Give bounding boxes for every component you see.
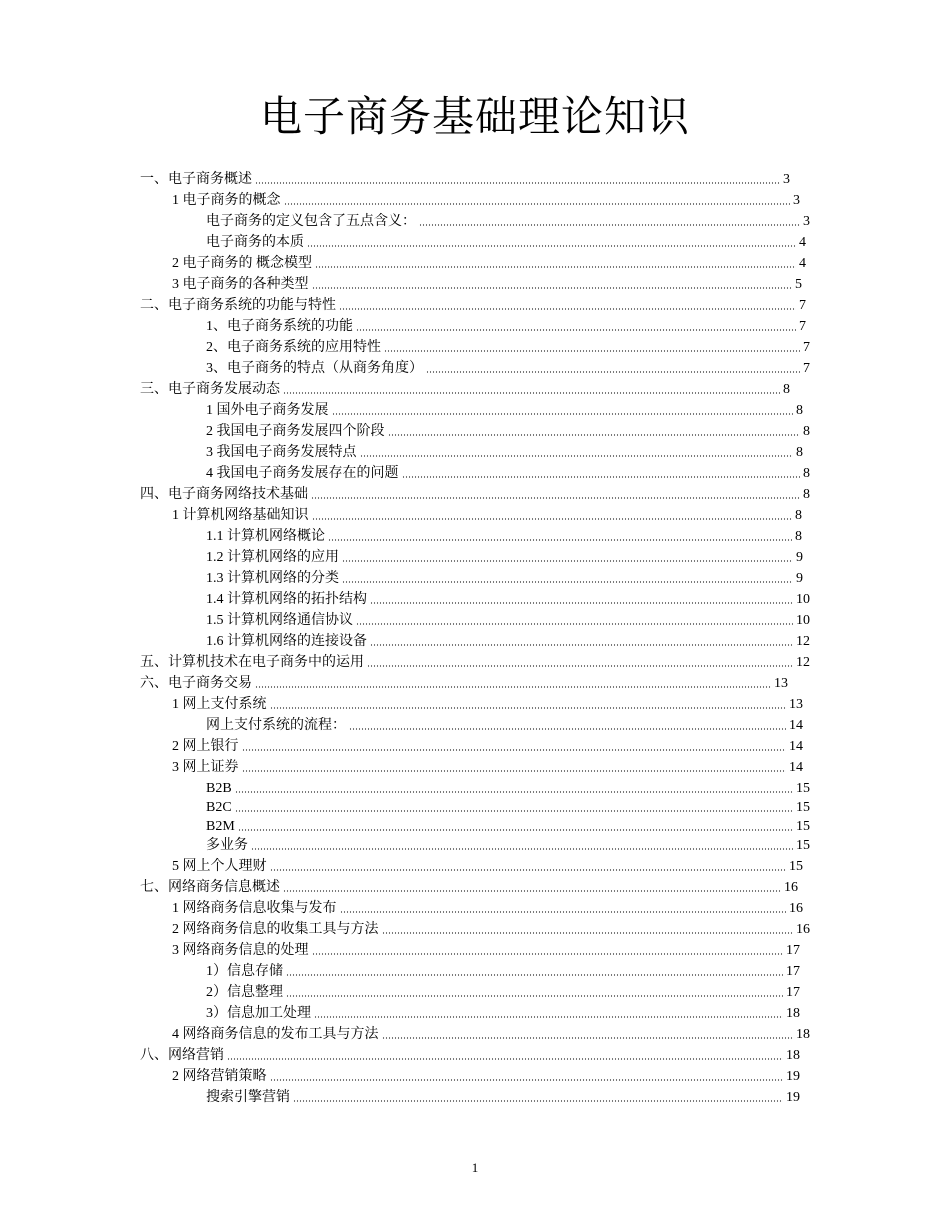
toc-entry[interactable]	[206, 464, 810, 484]
toc-dot-leader	[270, 1078, 784, 1082]
toc-entry-label: 3）信息加工处理	[206, 1006, 311, 1021]
toc-entry-page: 15	[789, 859, 803, 874]
toc-entry-label: 3 网上证券	[172, 760, 239, 775]
toc-dot-leader	[270, 868, 787, 872]
toc-entry-label: 七、网络商务信息概述	[140, 880, 280, 895]
toc-entry-label: B2C	[206, 800, 232, 815]
toc-entry[interactable]	[140, 878, 798, 898]
toc-entry[interactable]	[206, 962, 800, 982]
toc-entry-label: 3 网络商务信息的处理	[172, 943, 309, 958]
toc-dot-leader	[402, 475, 801, 479]
toc-dot-leader	[370, 643, 793, 647]
toc-entry[interactable]	[140, 380, 790, 400]
toc-entry[interactable]	[206, 779, 810, 799]
toc-entry-page: 16	[789, 901, 803, 916]
toc-entry-label: 电子商务的本质	[206, 235, 304, 250]
toc-entry-label: 1、电子商务系统的功能	[206, 319, 353, 334]
toc-dot-leader	[286, 994, 783, 998]
toc-entry-label: 多业务	[206, 838, 248, 853]
toc-entry-page: 17	[786, 964, 800, 979]
toc-entry[interactable]	[172, 1025, 810, 1045]
toc-dot-leader	[227, 1057, 783, 1061]
toc-entry-page: 8	[803, 466, 810, 481]
toc-entry[interactable]	[206, 401, 803, 421]
toc-entry-page: 15	[796, 781, 810, 796]
toc-entry-page: 8	[796, 403, 803, 418]
toc-entry-page: 4	[799, 235, 806, 250]
toc-dot-leader	[314, 1015, 783, 1019]
toc-entry-page: 8	[795, 529, 802, 544]
toc-entry-page: 17	[786, 985, 800, 1000]
toc-dot-leader	[340, 910, 787, 914]
toc-entry-label: 1 电子商务的概念	[172, 193, 281, 208]
toc-entry-label: 一、电子商务概述	[140, 172, 252, 187]
toc-entry-label: 1 计算机网络基础知识	[172, 508, 309, 523]
toc-entry-label: 4 网络商务信息的发布工具与方法	[172, 1027, 379, 1042]
toc-entry[interactable]	[206, 338, 810, 358]
toc-dot-leader	[251, 847, 793, 851]
toc-dot-leader	[388, 433, 801, 437]
toc-entry-label: 3 电子商务的各种类型	[172, 277, 309, 292]
toc-dot-leader	[242, 748, 787, 752]
toc-entry-label: 四、电子商务网络技术基础	[140, 487, 308, 502]
document-title: 电子商务基础理论知识	[259, 95, 690, 141]
toc-entry-page: 13	[789, 697, 803, 712]
toc-entry-page: 18	[796, 1027, 810, 1042]
toc-entry-label: B2B	[206, 781, 232, 796]
toc-entry-page: 9	[796, 550, 803, 565]
toc-dot-leader	[312, 517, 793, 521]
toc-entry-page: 3	[783, 172, 790, 187]
toc-entry-label: 1 国外电子商务发展	[206, 403, 329, 418]
toc-entry[interactable]	[172, 899, 803, 919]
toc-entry-page: 12	[796, 655, 810, 670]
toc-dot-leader	[242, 769, 787, 773]
toc-entry-page: 14	[789, 739, 803, 754]
toc-entry[interactable]	[206, 359, 810, 379]
toc-dot-leader	[312, 952, 784, 956]
toc-entry-label: 2 网络营销策略	[172, 1069, 267, 1084]
toc-entry[interactable]	[172, 941, 800, 961]
toc-entry-label: 4 我国电子商务发展存在的问题	[206, 466, 399, 481]
toc-entry-label: 网上支付系统的流程：	[206, 718, 346, 733]
toc-dot-leader	[238, 828, 793, 832]
toc-entry[interactable]	[140, 653, 810, 673]
toc-entry[interactable]	[206, 548, 803, 568]
toc-dot-leader	[283, 391, 780, 395]
toc-entry-page: 15	[796, 838, 810, 853]
toc-entry[interactable]	[206, 1088, 800, 1108]
toc-dot-leader	[384, 349, 800, 353]
toc-entry[interactable]	[172, 1067, 800, 1087]
toc-dot-leader	[312, 286, 793, 290]
toc-entry-page: 5	[795, 277, 802, 292]
toc-entry-page: 8	[796, 445, 803, 460]
toc-entry[interactable]	[140, 296, 806, 316]
toc-dot-leader	[342, 580, 793, 584]
toc-entry-page: 17	[786, 943, 800, 958]
toc-entry-page: 19	[786, 1090, 800, 1105]
toc-entry[interactable]	[206, 798, 810, 818]
toc-entry-label: 1 网络商务信息收集与发布	[172, 901, 337, 916]
toc-entry[interactable]	[172, 737, 803, 757]
toc-entry-label: 1 网上支付系统	[172, 697, 267, 712]
toc-entry-label: 1.5 计算机网络通信协议	[206, 613, 353, 628]
toc-entry[interactable]	[206, 983, 800, 1003]
toc-entry-page: 18	[786, 1006, 800, 1021]
toc-entry-page: 7	[799, 298, 806, 313]
toc-entry-page: 18	[786, 1048, 800, 1063]
toc-dot-leader	[315, 265, 796, 269]
toc-dot-leader	[342, 559, 793, 563]
toc-dot-leader	[370, 601, 793, 605]
toc-entry-label: 2、电子商务系统的应用特性	[206, 340, 381, 355]
toc-entry-page: 3	[803, 214, 810, 229]
toc-entry-page: 10	[796, 613, 810, 628]
toc-entry-page: 12	[796, 634, 810, 649]
toc-entry-label: 1.2 计算机网络的应用	[206, 550, 339, 565]
toc-entry-page: 8	[803, 487, 810, 502]
toc-entry-page: 9	[796, 571, 803, 586]
toc-entry-label: 2）信息整理	[206, 985, 283, 1000]
toc-entry-label: 1.4 计算机网络的拓扑结构	[206, 592, 367, 607]
toc-entry[interactable]	[206, 212, 810, 232]
toc-dot-leader	[356, 328, 796, 332]
toc-entry[interactable]	[206, 611, 810, 631]
toc-entry-page: 10	[796, 592, 810, 607]
toc-entry-label: 二、电子商务系统的功能与特性	[140, 298, 336, 313]
toc-entry-page: 15	[796, 819, 810, 834]
toc-entry-label: 搜索引擎营销	[206, 1090, 290, 1105]
toc-dot-leader	[426, 370, 800, 374]
toc-dot-leader	[419, 223, 800, 227]
toc-entry-label: 5 网上个人理财	[172, 859, 267, 874]
toc-entry-label: 五、计算机技术在电子商务中的运用	[140, 655, 364, 670]
toc-entry[interactable]	[140, 674, 788, 694]
toc-entry-label: 1.6 计算机网络的连接设备	[206, 634, 367, 649]
page-number: 1	[471, 1160, 479, 1175]
toc-entry[interactable]	[172, 275, 802, 295]
toc-entry-page: 16	[784, 880, 798, 895]
toc-entry[interactable]	[140, 1046, 800, 1066]
toc-entry-label: 3、电子商务的特点（从商务角度）	[206, 361, 423, 376]
toc-entry-page: 14	[789, 760, 803, 775]
toc-dot-leader	[311, 496, 800, 500]
toc-dot-leader	[283, 889, 781, 893]
toc-dot-leader	[255, 685, 771, 689]
toc-entry-page: 16	[796, 922, 810, 937]
toc-entry-label: 1.1 计算机网络概论	[206, 529, 325, 544]
toc-dot-leader	[293, 1099, 783, 1103]
toc-dot-leader	[235, 790, 793, 794]
toc-entry[interactable]	[172, 920, 810, 940]
toc-dot-leader	[360, 454, 794, 458]
toc-entry[interactable]	[172, 191, 800, 211]
toc-entry-page: 14	[789, 718, 803, 733]
toc-entry-label: 1.3 计算机网络的分类	[206, 571, 339, 586]
toc-dot-leader	[328, 538, 792, 542]
toc-dot-leader	[255, 181, 780, 185]
toc-entry[interactable]	[206, 317, 806, 337]
toc-entry-label: 2 网上银行	[172, 739, 239, 754]
toc-entry-page: 7	[803, 361, 810, 376]
toc-entry[interactable]	[206, 632, 810, 652]
toc-dot-leader	[356, 622, 793, 626]
toc-entry-label: 三、电子商务发展动态	[140, 382, 280, 397]
toc-entry[interactable]	[206, 817, 810, 837]
toc-entry-page: 4	[799, 256, 806, 271]
toc-dot-leader	[382, 931, 794, 935]
toc-entry-label: 1）信息存储	[206, 964, 283, 979]
toc-entry-label: 2 网络商务信息的收集工具与方法	[172, 922, 379, 937]
toc-dot-leader	[284, 202, 791, 206]
toc-entry[interactable]	[172, 857, 803, 877]
toc-entry[interactable]	[172, 506, 802, 526]
toc-entry[interactable]	[172, 254, 806, 274]
toc-entry[interactable]	[206, 1004, 800, 1024]
toc-entry[interactable]	[172, 695, 803, 715]
toc-dot-leader	[339, 307, 796, 311]
toc-dot-leader	[270, 706, 787, 710]
toc-dot-leader	[367, 664, 793, 668]
toc-entry[interactable]	[206, 836, 810, 856]
toc-entry[interactable]	[206, 422, 810, 442]
toc-dot-leader	[332, 412, 794, 416]
toc-entry[interactable]	[206, 716, 803, 736]
toc-entry-page: 15	[796, 800, 810, 815]
toc-entry[interactable]	[140, 485, 810, 505]
toc-entry-page: 13	[774, 676, 788, 691]
toc-entry-page: 7	[803, 340, 810, 355]
toc-dot-leader	[382, 1036, 794, 1040]
toc-entry-label: 3 我国电子商务发展特点	[206, 445, 357, 460]
toc-entry[interactable]	[172, 758, 803, 778]
toc-entry-page: 8	[783, 382, 790, 397]
toc-entry-label: 2 我国电子商务发展四个阶段	[206, 424, 385, 439]
toc-entry-page: 3	[793, 193, 800, 208]
toc-entry-label: 2 电子商务的 概念模型	[172, 256, 312, 271]
toc-entry-label: 电子商务的定义包含了五点含义：	[206, 214, 416, 229]
toc-entry[interactable]	[206, 569, 803, 589]
toc-entry[interactable]	[206, 590, 810, 610]
toc-dot-leader	[235, 809, 793, 813]
toc-entry[interactable]	[206, 443, 803, 463]
toc-entry[interactable]	[206, 527, 802, 547]
toc-dot-leader	[286, 973, 783, 977]
toc-entry[interactable]	[140, 170, 790, 190]
toc-entry-label: 六、电子商务交易	[140, 676, 252, 691]
toc-entry-page: 7	[799, 319, 806, 334]
toc-entry[interactable]	[206, 233, 806, 253]
toc-entry-page: 19	[786, 1069, 800, 1084]
toc-entry-label: B2M	[206, 819, 235, 834]
toc-entry-page: 8	[795, 508, 802, 523]
toc-entry-label: 八、网络营销	[140, 1048, 224, 1063]
toc-entry-page: 8	[803, 424, 810, 439]
toc-dot-leader	[307, 244, 796, 248]
toc-dot-leader	[349, 727, 786, 731]
